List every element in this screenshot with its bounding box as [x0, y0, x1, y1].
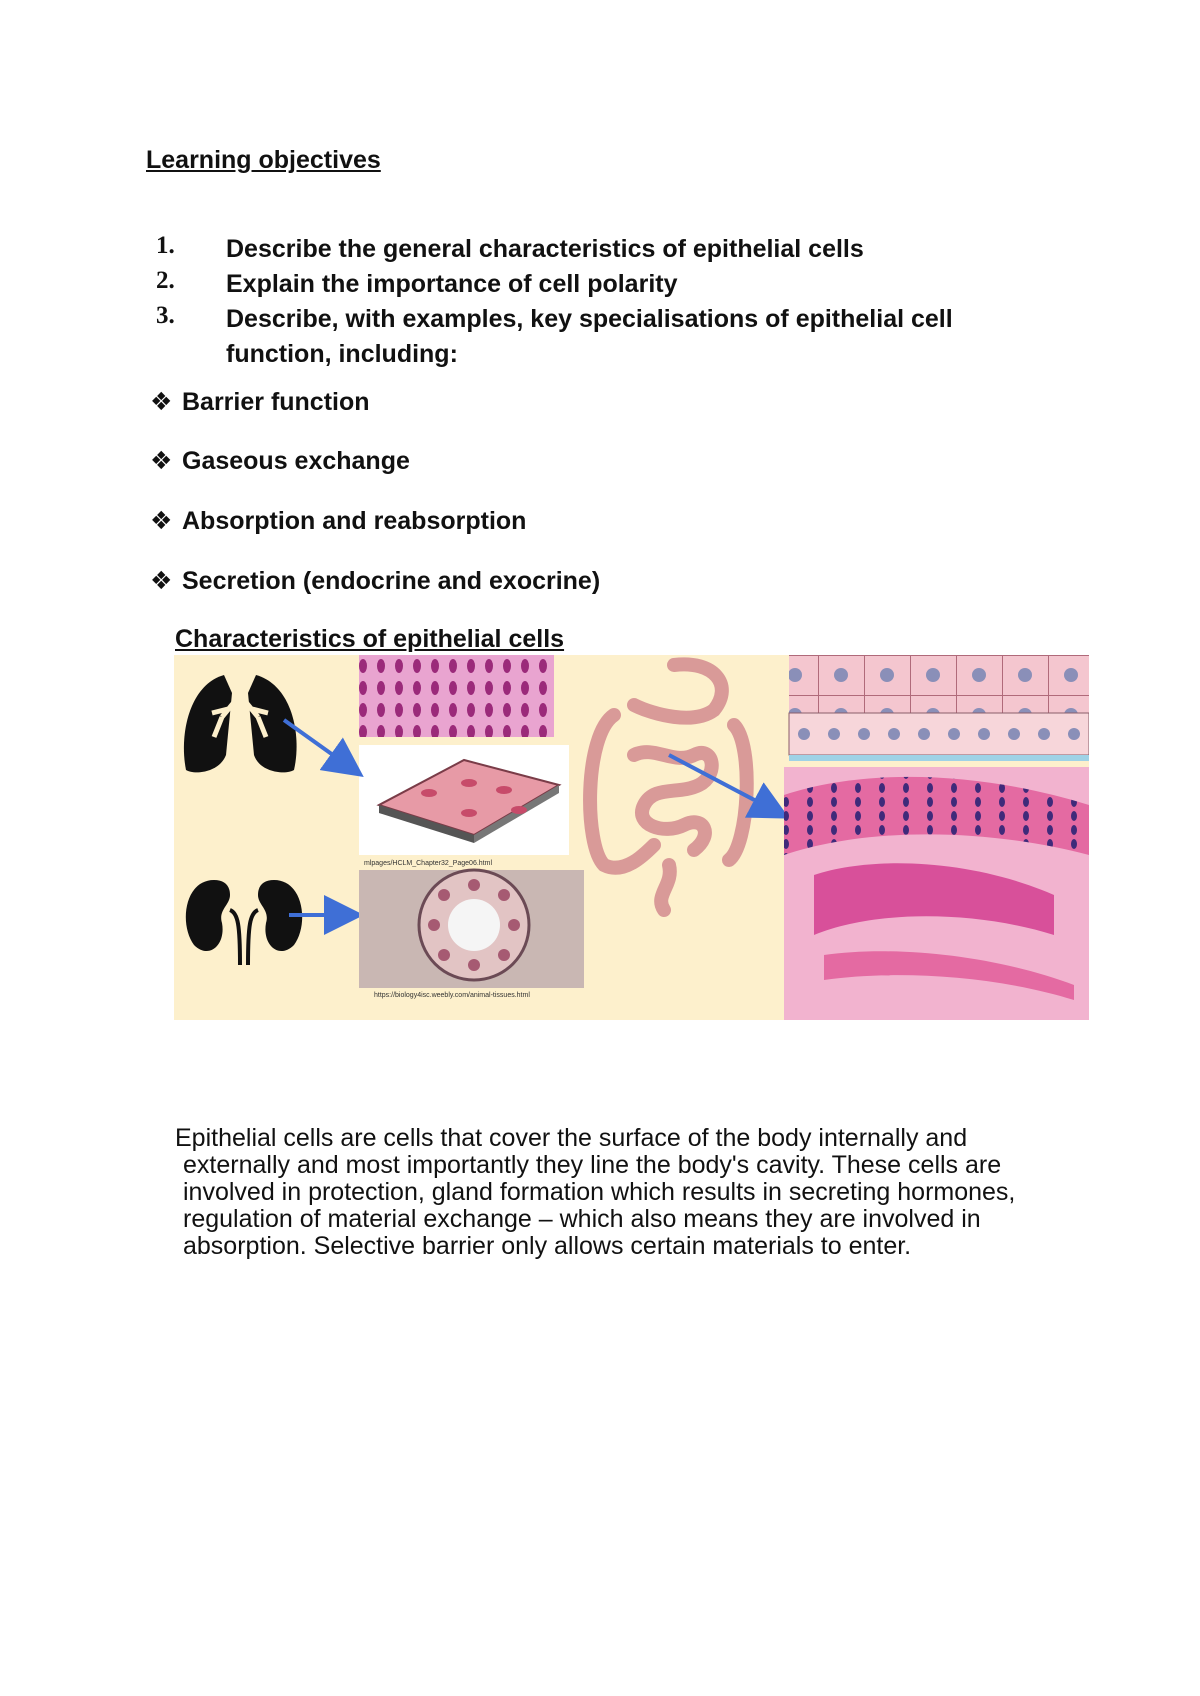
intestine-icon [590, 664, 747, 910]
epithelial-figure-svg [174, 655, 1089, 1020]
bullet-text: Secretion (endocrine and exocrine) [182, 567, 601, 595]
bullet-text: Gaseous exchange [182, 447, 410, 475]
figure-caption-bottom: https://biology4isc.weebly.com/animal-tissues.html [374, 992, 530, 999]
histology-image [359, 655, 554, 737]
objective-text-line-2: function, including: [226, 340, 458, 368]
paragraph-line: involved in protection, gland formation which results in secreting hormones, [183, 1178, 1016, 1206]
intestinal-histology [784, 767, 1089, 1020]
bullet-item [150, 566, 600, 596]
diamond-bullet-icon: ❖ [150, 447, 173, 475]
objective-text: Explain the importance of cell polarity [226, 270, 678, 298]
bullet-item [150, 506, 526, 536]
kidneys-icon [186, 880, 302, 965]
bullet-item [150, 387, 370, 417]
section-title: Characteristics of epithelial cells [175, 625, 565, 653]
figure-caption-top: mlpages/HCLM_Chapter32_Page06.html [364, 860, 493, 867]
diamond-bullet-icon: ❖ [150, 507, 173, 535]
diamond-bullet-icon: ❖ [150, 567, 173, 595]
objective-text: Describe the general characteristics of epithelial cells [226, 235, 864, 263]
bullet-text: Barrier function [182, 388, 370, 416]
bullet-text: Absorption and reabsorption [182, 507, 527, 535]
epithelial-figure [174, 655, 1089, 1020]
kidney-tubule-histology [359, 870, 584, 988]
objective-number: 3. [156, 302, 175, 329]
objective-number: 1. [156, 232, 175, 259]
paragraph-line: absorption. Selective barrier only allows certain materials to enter. [183, 1232, 912, 1260]
paragraph-line: regulation of material exchange – which also means they are involved in [183, 1205, 981, 1233]
lungs-icon [184, 655, 297, 772]
diamond-bullet-icon: ❖ [150, 388, 173, 416]
bullet-item [150, 446, 410, 476]
paragraph-line: externally and most importantly they line the body's cavity. These cells are [183, 1151, 1002, 1179]
objective-text-line-1: Describe, with examples, key specialisations of epithelial cell [226, 305, 953, 333]
columnar-epithelium-drawing [789, 655, 1089, 761]
body-paragraph [175, 1125, 1095, 1260]
objective-number: 2. [156, 267, 175, 294]
page-heading: Learning objectives [146, 146, 381, 174]
paragraph-line: Epithelial cells are cells that cover the surface of the body internally and [175, 1124, 968, 1152]
